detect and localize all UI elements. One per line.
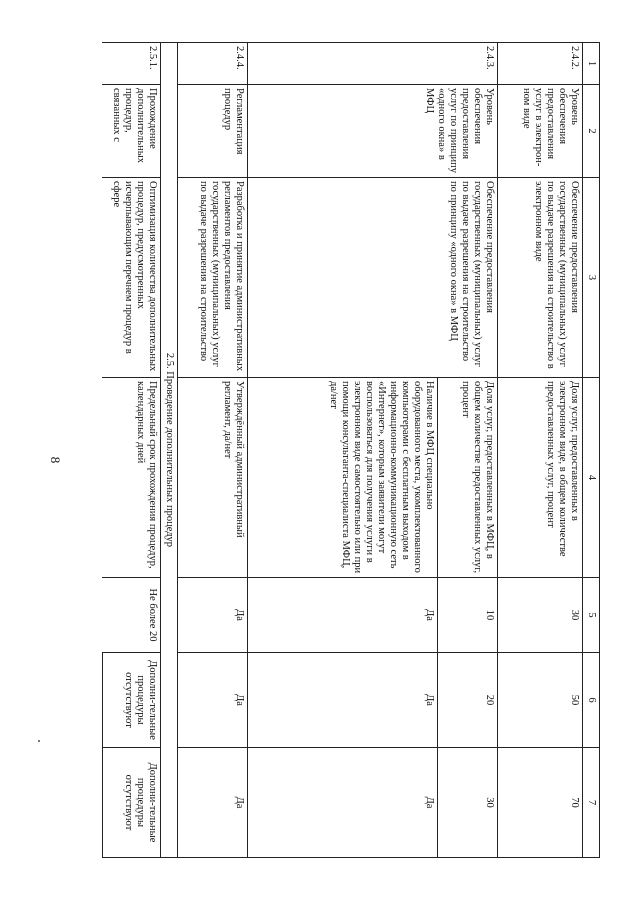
header-col-7: 7: [583, 748, 600, 858]
row-number: 2.5.1.: [103, 43, 161, 85]
row-name: Уровень обеспечения предоставления услуг по принципу «одного окна» в МФЦ: [248, 85, 498, 178]
row-value-7: Да: [178, 748, 248, 858]
row-measure: Обеспечение предоставления государственных (муниципальных) услуг по выдаче разрешения на строительство в электронном виде: [498, 178, 583, 378]
row-measure: Разработка и принятие административных регламентов предоставления государственных (муниципальных) услуг по выдаче разрешения на строительство: [178, 178, 248, 378]
header-col-5: 5: [583, 578, 600, 653]
scan-speck: [38, 740, 40, 742]
row-indicator: Предельный срок прохождения процедур, календарных дней: [103, 378, 161, 578]
row-value-6: 50: [498, 653, 583, 748]
table-row: [178, 43, 248, 858]
row-value-5: Да: [248, 578, 438, 653]
row-value-7: 30: [438, 748, 498, 858]
row-measure: Обеспечение предоставления государственных (муниципальных) услуг по выдаче разрешения на строительство по принципу «одного окна» в МФЦ: [248, 178, 498, 378]
row-name: Регламентация процедур: [178, 85, 248, 178]
row-value-6: Да: [178, 653, 248, 748]
row-value-5: Да: [178, 578, 248, 653]
row-indicator: Утверждённый административный регламент, да/нет: [178, 378, 248, 578]
row-value-7: Да: [248, 748, 438, 858]
row-indicator: Доля услуг, предоставленных в электронном виде, в общем количестве предоставленных услуг, процент: [498, 378, 583, 578]
row-name: Уровень обеспечения предоставления услуг в электрон-ном виде: [498, 85, 583, 178]
header-col-4: 4: [583, 378, 600, 578]
row-name: Прохождение дополнительных процедур, связанных с: [103, 85, 161, 178]
indicators-table: [102, 42, 600, 858]
header-col-6: 6: [583, 653, 600, 748]
row-measure: Оптимизация количества дополнительных процедур, предусмотренных исчерпывающим перечнем процедур в сфере: [103, 178, 161, 378]
row-value-7: 70: [498, 748, 583, 858]
header-row: [583, 43, 600, 858]
row-value-6: Да: [248, 653, 438, 748]
row-indicator: Доля услуг, предоставленных в МФЦ, в общем количестве предоставленных услуг, процент: [438, 378, 498, 578]
table-row: [498, 43, 583, 858]
row-number: 2.4.3.: [248, 43, 498, 85]
header-col-1: 1: [583, 43, 600, 85]
table-row: [438, 43, 498, 858]
section-title: 2.5. Проведение дополнительных процедур: [161, 43, 178, 858]
table-row: [103, 43, 161, 858]
row-value-5: Не более 20: [103, 578, 161, 653]
row-number: 2.4.4.: [178, 43, 248, 85]
row-value-5: 30: [498, 578, 583, 653]
page-number: 8: [48, 456, 63, 464]
row-value-5: 10: [438, 578, 498, 653]
section-row: [161, 43, 178, 858]
row-number: 2.4.2.: [498, 43, 583, 85]
header-col-3: 3: [583, 178, 600, 378]
row-value-6: Дополни-тельные процедуры отсутствуют: [103, 653, 161, 748]
row-value-7: Дополни-тельные процедуры отсутствуют: [103, 748, 161, 858]
row-indicator: Наличие в МФЦ специально оборудованного места, укомплектованного компьютерами с бесплатным выходом в информационно-коммуникационную сеть «Интернет», которым заявители могут воспользоваться для получения услуги в электронном виде самостоятельно или при помощи консультанта-специалиста МФЦ, да/нет: [248, 378, 438, 578]
rotated-table-sheet: [90, 42, 600, 857]
header-col-2: 2: [583, 85, 600, 178]
row-value-6: 20: [438, 653, 498, 748]
